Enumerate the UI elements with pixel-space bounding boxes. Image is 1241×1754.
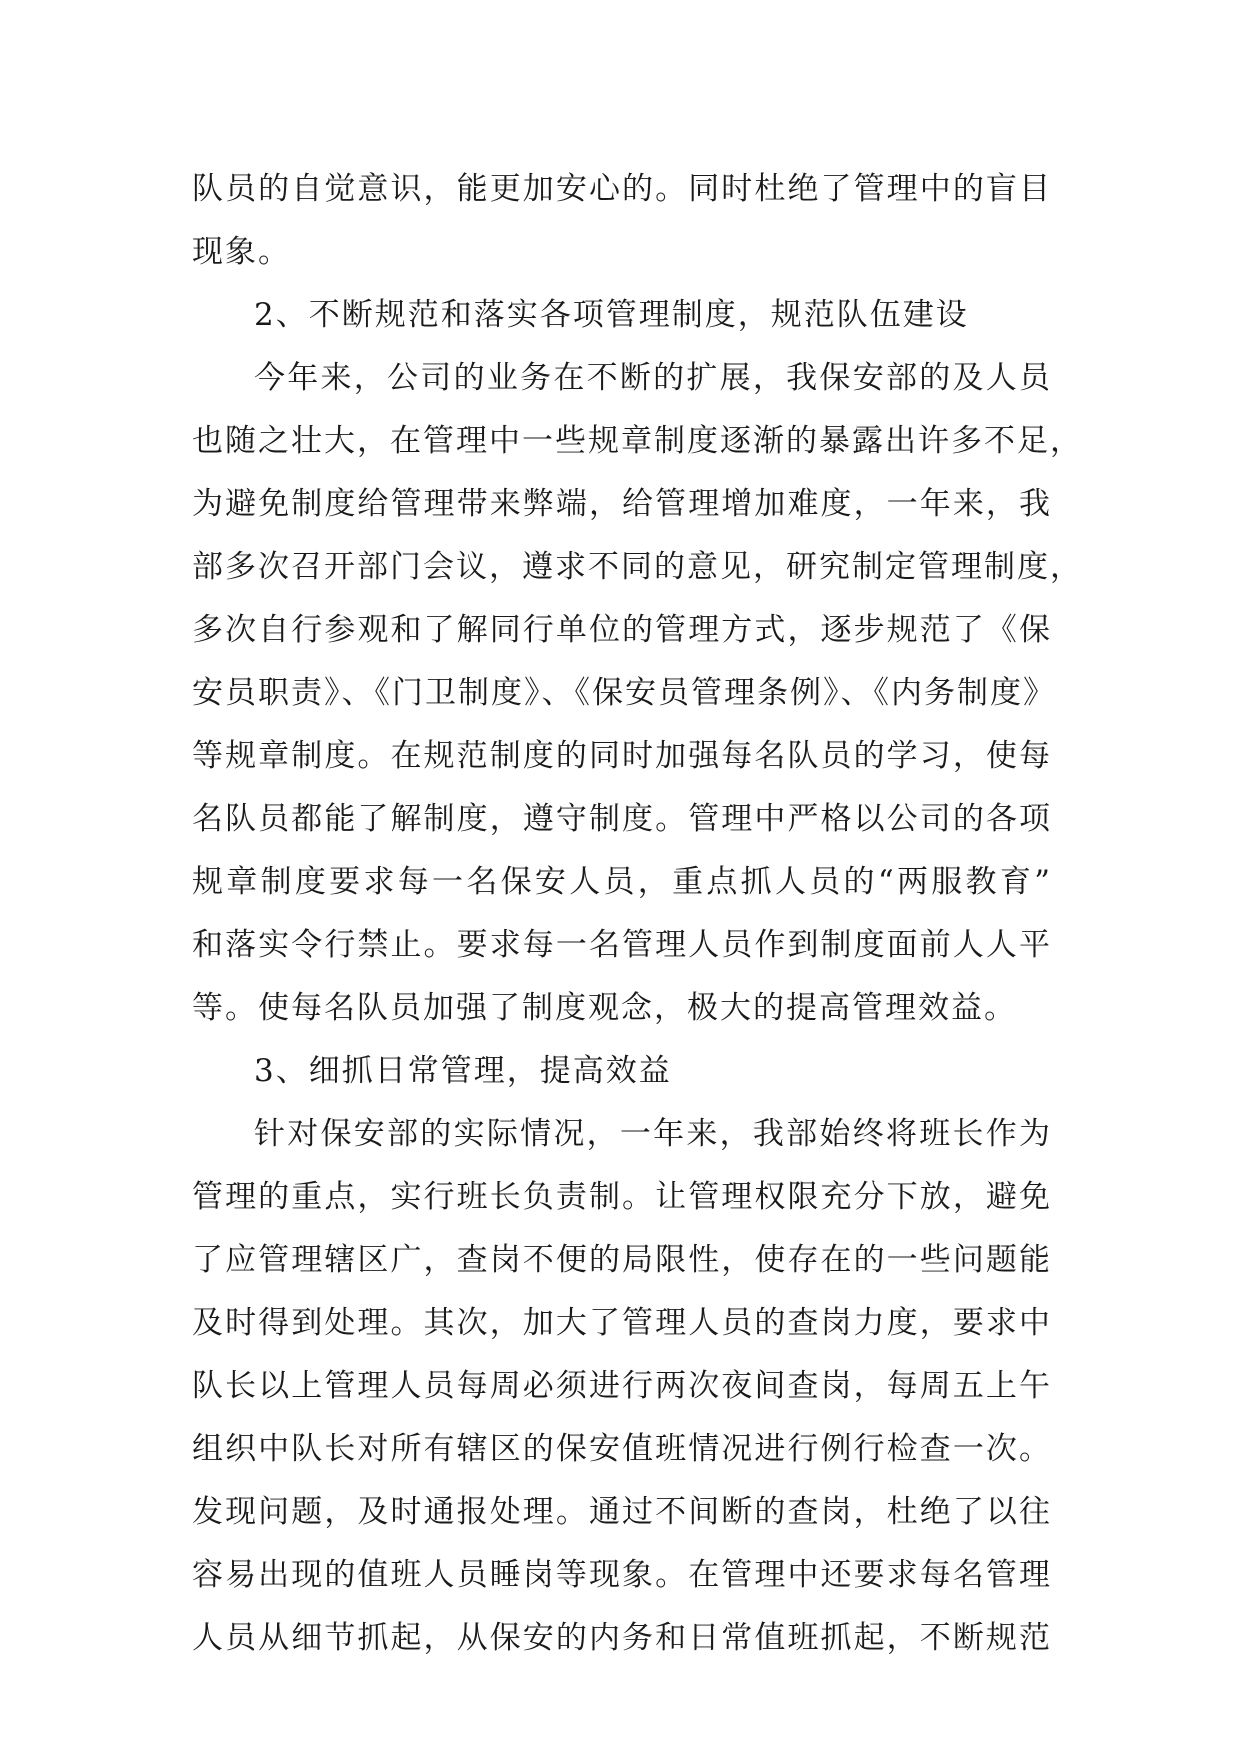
text-line: 组织中队长对所有辖区的保安值班情况进行例行检查一次。 [192, 1431, 1052, 1467]
text-line: 等。使每名队员加强了制度观念，极大的提高管理效益。 [192, 990, 1017, 1026]
text-line: 队长以上管理人员每周必须进行两次夜间查岗，每周五上午 [192, 1368, 1052, 1404]
text-line: 名队员都能了解制度，遵守制度。管理中严格以公司的各项 [192, 801, 1052, 837]
document-body [192, 158, 1083, 1670]
text-line: 针对保安部的实际情况，一年来，我部始终将班长作为 [254, 1116, 1052, 1152]
text-line: 了应管理辖区广，查岗不便的局限性，使存在的一些问题能 [192, 1242, 1052, 1278]
text-line: 部多次召开部门会议，遵求不同的意见，研究制定管理制度， [192, 549, 1083, 585]
text-line: 人员从细节抓起，从保安的内务和日常值班抓起，不断规范 [192, 1620, 1052, 1656]
text-line: 容易出现的值班人员睡岗等现象。在管理中还要求每名管理 [192, 1557, 1052, 1593]
text-line: 等规章制度。在规范制度的同时加强每名队员的学习，使每 [192, 738, 1052, 774]
text-line: 3、细抓日常管理，提高效益 [254, 1053, 672, 1089]
text-line: 和落实令行禁止。要求每一名管理人员作到制度面前人人平 [192, 927, 1052, 963]
text-line: 队员的自觉意识，能更加安心的。同时杜绝了管理中的盲目 [192, 171, 1052, 207]
text-line: 2、不断规范和落实各项管理制度，规范队伍建设 [254, 297, 969, 333]
text-line: 今年来，公司的业务在不断的扩展，我保安部的及人员 [254, 360, 1052, 396]
text-line: 多次自行参观和了解同行单位的管理方式，逐步规范了《保 [192, 612, 1052, 648]
text-line: 现象。 [192, 234, 291, 270]
text-line: 及时得到处理。其次，加大了管理人员的查岗力度，要求中 [192, 1305, 1052, 1341]
text-line: 规章制度要求每一名保安人员，重点抓人员的“两服教育” [192, 864, 1052, 900]
text-line: 安员职责》、《门卫制度》、《保安员管理条例》、《内务制度》 [192, 675, 1056, 711]
text-line: 发现问题，及时通报处理。通过不间断的查岗，杜绝了以往 [192, 1494, 1052, 1530]
text-line: 管理的重点，实行班长负责制。让管理权限充分下放，避免 [192, 1179, 1052, 1215]
text-line: 也随之壮大，在管理中一些规章制度逐渐的暴露出许多不足， [192, 423, 1083, 459]
text-line: 为避免制度给管理带来弊端，给管理增加难度，一年来，我 [192, 486, 1052, 522]
